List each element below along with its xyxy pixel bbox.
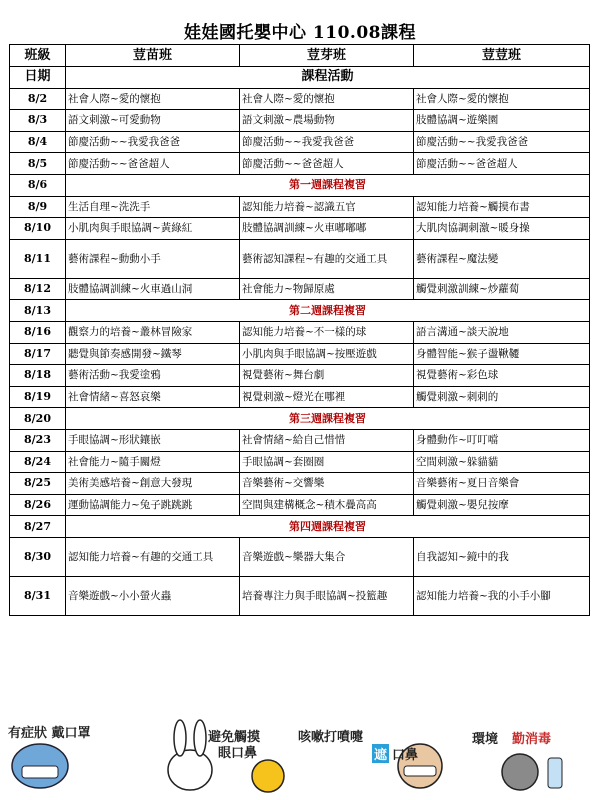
table-row	[10, 218, 590, 240]
activity-cell-3: 空間刺激~躲貓貓	[414, 451, 590, 473]
column-header-2: 荳芽班	[240, 45, 414, 67]
activity-cell-1: 認知能力培養~有趣的交通工具	[66, 537, 240, 576]
date-cell: 8/10	[10, 218, 66, 240]
activity-cell-3: 身體動作~叮叮噹	[414, 429, 590, 451]
date-cell: 8/31	[10, 576, 66, 615]
bunny-ear-icon	[194, 720, 206, 756]
banner-text-7: 環境	[472, 732, 499, 747]
table-row	[10, 131, 590, 153]
mask-icon	[404, 766, 436, 776]
banner-text-4: 咳嗽打噴嚏	[298, 730, 364, 745]
activity-cell-3: 視覺藝術~彩色球	[414, 365, 590, 387]
banner-text-1: 有症狀 戴口罩	[8, 726, 91, 741]
table-row	[10, 321, 590, 343]
activity-cell-1: 社會人際~愛的懷抱	[66, 88, 240, 110]
page-title: 娃娃國托嬰中心 110.08課程	[184, 23, 416, 43]
banner-text-2: 避免觸摸	[208, 730, 261, 745]
activity-cell-2: 視覺藝術~舞台劇	[240, 365, 414, 387]
subheader-row	[10, 67, 590, 89]
date-cell: 8/2	[10, 88, 66, 110]
activity-cell-2: 手眼協調~套圈圈	[240, 451, 414, 473]
activity-cell-1: 音樂遊戲~小小螢火蟲	[66, 576, 240, 615]
table-row	[10, 494, 590, 516]
date-cell: 8/25	[10, 473, 66, 495]
table-row	[10, 110, 590, 132]
activity-cell-1: 藝術課程~動動小手	[66, 239, 240, 278]
activity-cell-2: 空間與建構概念~積木疊高高	[240, 494, 414, 516]
activity-cell-3: 認知能力培養~觸摸布書	[414, 196, 590, 218]
date-cell: 8/13	[10, 300, 66, 322]
activity-cell-3: 大肌肉協調刺激~暖身操	[414, 218, 590, 240]
review-row	[10, 174, 590, 196]
table-row	[10, 239, 590, 278]
table-row	[10, 451, 590, 473]
activity-cell-2: 節慶活動~~爸爸超人	[240, 153, 414, 175]
activity-cell-3: 藝術課程~魔法變	[414, 239, 590, 278]
date-cell: 8/4	[10, 131, 66, 153]
table-row	[10, 576, 590, 615]
activity-cell-2: 音樂遊戲~樂器大集合	[240, 537, 414, 576]
date-label: 日期	[10, 67, 66, 89]
table-row	[10, 278, 590, 300]
activity-cell-3: 音樂藝術~夏日音樂會	[414, 473, 590, 495]
table-row	[10, 88, 590, 110]
activity-cell-1: 美術美感培養~創意大發現	[66, 473, 240, 495]
activity-cell-2: 培養專注力與手眼協調~投籃趣	[240, 576, 414, 615]
activity-cell-1: 聽覺與節奏感開發~鐵琴	[66, 343, 240, 365]
activity-cell-1: 節慶活動~~爸爸超人	[66, 153, 240, 175]
activity-cell-1: 藝術活動~我愛塗鴉	[66, 365, 240, 387]
table-row	[10, 429, 590, 451]
date-cell: 8/5	[10, 153, 66, 175]
activity-cell-3: 觸覺刺激~刺刺的	[414, 386, 590, 408]
banner-text-5: 遮	[372, 744, 389, 763]
date-cell: 8/3	[10, 110, 66, 132]
activity-cell-1: 運動協調能力~兔子跳跳跳	[66, 494, 240, 516]
activity-cell-1: 語文刺激~可愛動物	[66, 110, 240, 132]
activity-cell-2: 認知能力培養~不一樣的球	[240, 321, 414, 343]
activity-cell-1: 生活自理~洗洗手	[66, 196, 240, 218]
table-row	[10, 365, 590, 387]
schedule-table	[9, 44, 590, 616]
table-row	[10, 473, 590, 495]
table-row	[10, 386, 590, 408]
activity-cell-1: 肢體協調訓練~火車過山洞	[66, 278, 240, 300]
activity-cell-3: 自我認知~鏡中的我	[414, 537, 590, 576]
banner-text-6: 口鼻	[392, 748, 419, 763]
activity-cell-2: 社會情緒~給自己惜惜	[240, 429, 414, 451]
review-row	[10, 516, 590, 538]
bunny-icon	[168, 750, 212, 790]
activity-cell-2: 小肌肉與手眼協調~按壓遊戲	[240, 343, 414, 365]
activity-cell-1: 節慶活動~~我愛我爸爸	[66, 131, 240, 153]
date-cell: 8/20	[10, 408, 66, 430]
mask-icon	[22, 766, 58, 778]
table-row	[10, 196, 590, 218]
activity-cell-2: 節慶活動~~我愛我爸爸	[240, 131, 414, 153]
date-cell: 8/16	[10, 321, 66, 343]
bunny-ear-icon	[174, 720, 186, 756]
date-cell: 8/12	[10, 278, 66, 300]
activity-cell-1: 手眼協調~形狀鑲嵌	[66, 429, 240, 451]
activity-cell-3: 認知能力培養~我的小手小腳	[414, 576, 590, 615]
activity-cell-2: 音樂藝術~交響樂	[240, 473, 414, 495]
table-row	[10, 153, 590, 175]
date-cell: 8/18	[10, 365, 66, 387]
column-header-3: 荳荳班	[414, 45, 590, 67]
header-row	[10, 45, 590, 67]
activity-cell-3: 節慶活動~~爸爸超人	[414, 153, 590, 175]
table-row	[10, 537, 590, 576]
class-label: 班級	[10, 45, 66, 67]
table-row	[10, 343, 590, 365]
review-note: 第四週課程複習	[66, 516, 590, 538]
activity-cell-2: 肢體協調訓練~火車嘟嘟嘟	[240, 218, 414, 240]
date-cell: 8/30	[10, 537, 66, 576]
review-note: 第二週課程複習	[66, 300, 590, 322]
activity-cell-2: 社會能力~物歸原處	[240, 278, 414, 300]
date-cell: 8/9	[10, 196, 66, 218]
activity-cell-2: 語文刺激~農場動物	[240, 110, 414, 132]
activity-cell-2: 藝術認知課程~有趣的交通工具	[240, 239, 414, 278]
activity-cell-3: 社會人際~愛的懷抱	[414, 88, 590, 110]
activity-cell-1: 小肌肉與手眼協調~黃綠紅	[66, 218, 240, 240]
activity-cell-2: 認知能力培養~認識五官	[240, 196, 414, 218]
activity-cell-1: 社會情緒~喜怒哀樂	[66, 386, 240, 408]
review-row	[10, 408, 590, 430]
banner-text-8: 勤消毒	[512, 732, 552, 747]
date-cell: 8/23	[10, 429, 66, 451]
chick-icon	[252, 760, 284, 792]
spray-bottle-icon	[548, 758, 562, 788]
cleaner-icon	[502, 754, 538, 790]
activity-label: 課程活動	[66, 67, 590, 89]
column-header-1: 荳苗班	[66, 45, 240, 67]
date-cell: 8/6	[10, 174, 66, 196]
date-cell: 8/11	[10, 239, 66, 278]
activity-cell-2: 社會人際~愛的懷抱	[240, 88, 414, 110]
date-cell: 8/19	[10, 386, 66, 408]
date-cell: 8/24	[10, 451, 66, 473]
review-note: 第三週課程複習	[66, 408, 590, 430]
activity-cell-2: 視覺刺激~燈光在哪裡	[240, 386, 414, 408]
activity-cell-3: 語言溝通~談天說地	[414, 321, 590, 343]
activity-cell-3: 節慶活動~~我愛我爸爸	[414, 131, 590, 153]
banner-text-3: 眼口鼻	[218, 746, 258, 761]
date-cell: 8/27	[10, 516, 66, 538]
date-cell: 8/26	[10, 494, 66, 516]
activity-cell-3: 身體智能~猴子盪鞦韆	[414, 343, 590, 365]
activity-cell-3: 肢體協調~遊樂園	[414, 110, 590, 132]
activity-cell-1: 觀察力的培養~叢林冒險家	[66, 321, 240, 343]
review-row	[10, 300, 590, 322]
hygiene-banner	[0, 708, 600, 800]
activity-cell-3: 觸覺刺激訓練~炒蘿蔔	[414, 278, 590, 300]
date-cell: 8/17	[10, 343, 66, 365]
activity-cell-3: 觸覺刺激~嬰兒按摩	[414, 494, 590, 516]
review-note: 第一週課程複習	[66, 174, 590, 196]
activity-cell-1: 社會能力~隨手關燈	[66, 451, 240, 473]
